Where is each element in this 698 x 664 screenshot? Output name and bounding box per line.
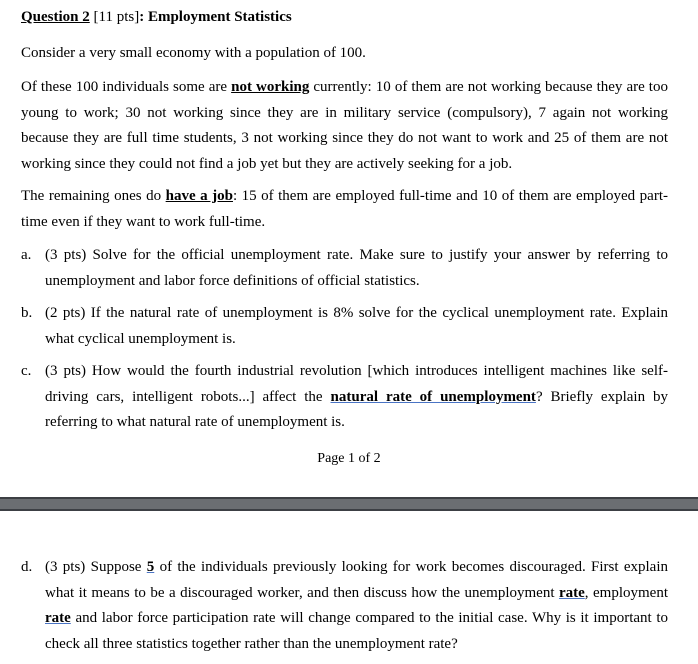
natural-rate-emphasis: natural rate of unemployment bbox=[330, 388, 536, 405]
question-points: [11 pts] bbox=[89, 9, 140, 25]
part-d-label: d. bbox=[21, 559, 33, 575]
part-a bbox=[21, 243, 668, 294]
part-a-label: a. bbox=[21, 247, 32, 263]
text-span: currently: 10 of them are not working because they are too young to work; 30 not working since they are in military service (compulsory), 7 again not working because they are full time students, 3 not working since they do not want to work and 25 of them are not working since they could not find a job yet but they are actively seeking for a job. bbox=[21, 79, 668, 172]
question-heading bbox=[21, 9, 292, 26]
not-working-emphasis: not working bbox=[231, 79, 310, 95]
employed-paragraph bbox=[21, 184, 668, 235]
part-b bbox=[21, 301, 668, 352]
five-emphasis: 5 bbox=[146, 559, 155, 575]
not-working-paragraph bbox=[21, 75, 668, 177]
text-span: (3 pts) How would the fourth industrial revolution [which introduces intelligent machines like self-driving cars, intelligent robots...] affect the bbox=[45, 363, 668, 405]
rate-emphasis-1: rate bbox=[558, 584, 585, 601]
rate-emphasis-2: rate bbox=[45, 610, 71, 626]
text-span: (3 pts) Suppose bbox=[45, 559, 147, 575]
text-span: , employment bbox=[584, 584, 668, 601]
text-span: : 15 of them are employed full-time and 10 of them are employed part-time even if they want to work full-time. bbox=[21, 188, 668, 230]
page-footer: Page 1 of 2 bbox=[317, 451, 381, 466]
have-a-job-emphasis: have a job bbox=[165, 188, 233, 204]
text-span: of the individuals previously looking for work becomes discouraged. First explain what it means to be a discouraged worker, and then discuss how the unemployment bbox=[45, 559, 668, 601]
text-span: and labor force participation rate will change compared to the initial case. Why is it important to check all three statistics together rather than the unemployment rate? bbox=[45, 610, 668, 652]
part-d-text bbox=[45, 555, 668, 657]
part-d bbox=[21, 555, 668, 657]
part-c bbox=[21, 359, 668, 436]
question-title: : Employment Statistics bbox=[139, 9, 292, 25]
part-b-text: (2 pts) If the natural rate of unemployment is 8% solve for the cyclical unemployment rate. Explain what cyclical unemployment is. bbox=[45, 305, 668, 347]
text-span: Of these 100 individuals some are bbox=[21, 79, 232, 95]
part-c-label: c. bbox=[21, 363, 32, 379]
question-number: Question 2 bbox=[21, 9, 90, 25]
text-span: ? Briefly explain by referring to what natural rate of unemployment is. bbox=[45, 388, 668, 430]
intro-paragraph: Consider a very small economy with a population of 100. bbox=[21, 45, 366, 61]
part-a-text: (3 pts) Solve for the official unemployment rate. Make sure to justify your answer by referring to unemployment and labor force definitions of official statistics. bbox=[45, 247, 668, 289]
part-b-label: b. bbox=[21, 305, 33, 321]
text-span: The remaining ones do bbox=[21, 188, 166, 204]
part-c-text bbox=[45, 359, 668, 436]
page-separator bbox=[0, 497, 698, 511]
